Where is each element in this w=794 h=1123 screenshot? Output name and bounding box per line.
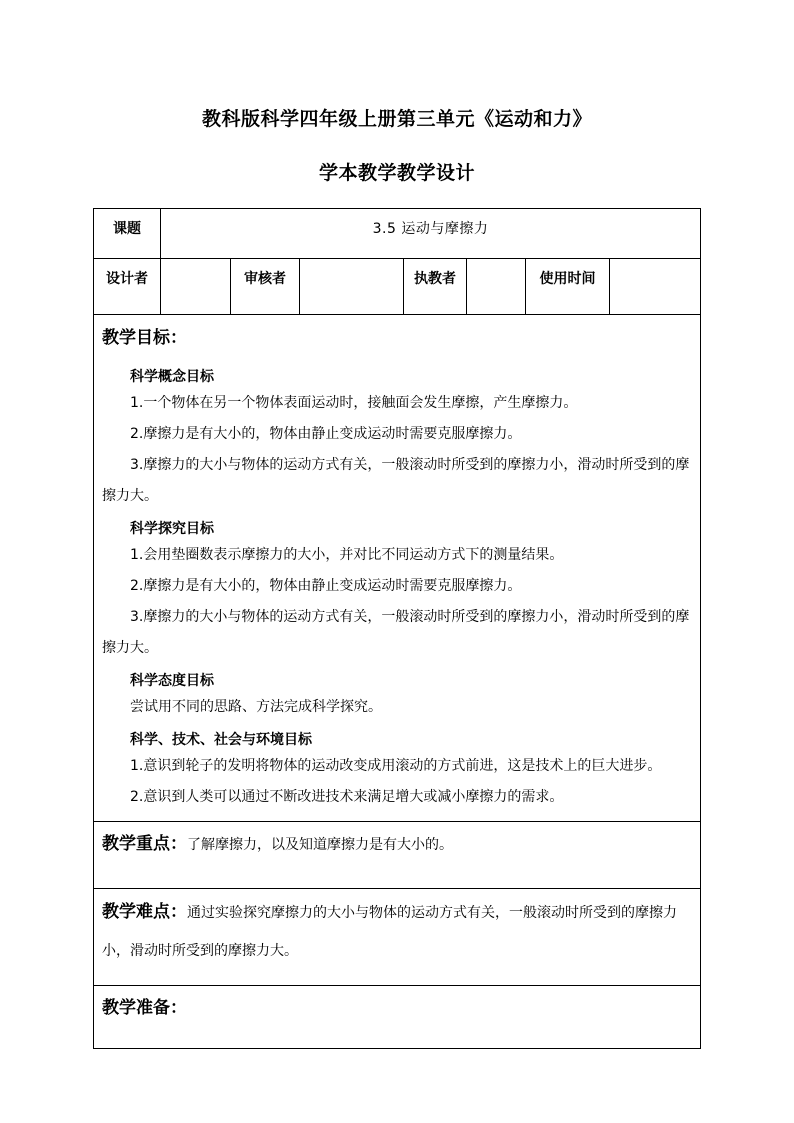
difficulty-section bbox=[94, 889, 701, 986]
stse-goals-title: 科学、技术、社会与环境目标 bbox=[130, 732, 312, 748]
list-item: 2.摩擦力是有大小的，物体由静止变成运动时需要克服摩擦力。 bbox=[130, 426, 522, 442]
difficulty-label: 教学难点： bbox=[102, 902, 187, 922]
goals-heading: 教学目标： bbox=[102, 328, 187, 348]
designer-label: 设计者 bbox=[94, 259, 161, 315]
difficulty-text: 通过实验探究摩擦力的大小与物体的运动方式有关，一般滚动时所受到的摩擦力小，滑动时所受到的摩擦力大。 bbox=[102, 905, 677, 959]
topic-value: 3.5 运动与摩擦力 bbox=[161, 209, 701, 259]
list-item: 2.意识到人类可以通过不断改进技术来满足增大或减小摩擦力的需求。 bbox=[130, 789, 564, 805]
concept-goals-title: 科学概念目标 bbox=[130, 369, 214, 385]
teacher-value bbox=[467, 259, 526, 315]
document-title: 教科版科学四年级上册第三单元《运动和力》 bbox=[201, 108, 592, 130]
list-item: 1.意识到轮子的发明将物体的运动改变成用滚动的方式前进，这是技术上的巨大进步。 bbox=[130, 758, 662, 774]
list-item: 1.一个物体在另一个物体表面运动时，接触面会发生摩擦，产生摩擦力。 bbox=[130, 395, 578, 411]
key-point-label: 教学重点： bbox=[102, 834, 187, 854]
topic-label: 课题 bbox=[94, 209, 161, 259]
teaching-goals-section bbox=[94, 315, 701, 822]
time-label: 使用时间 bbox=[526, 259, 610, 315]
list-item: 3.摩擦力的大小与物体的运动方式有关，一般滚动时所受到的摩擦力小，滑动时所受到的摩擦力大。 bbox=[102, 457, 690, 504]
reviewer-value bbox=[300, 259, 404, 315]
document-subtitle: 学本教学教学设计 bbox=[318, 162, 475, 184]
key-point-text: 了解摩擦力，以及知道摩擦力是有大小的。 bbox=[187, 837, 453, 853]
inquiry-goals-title: 科学探究目标 bbox=[130, 521, 214, 537]
list-item: 1.会用垫圈数表示摩擦力的大小，并对比不同运动方式下的测量结果。 bbox=[130, 547, 564, 563]
time-value bbox=[610, 259, 701, 315]
lesson-plan-table bbox=[93, 208, 701, 1049]
attitude-goals-title: 科学态度目标 bbox=[130, 673, 214, 689]
preparation-section bbox=[94, 986, 701, 1049]
list-item: 尝试用不同的思路、方法完成科学探究。 bbox=[130, 699, 382, 715]
preparation-label: 教学准备： bbox=[102, 998, 187, 1018]
list-item: 3.摩擦力的大小与物体的运动方式有关，一般滚动时所受到的摩擦力小，滑动时所受到的摩擦力大。 bbox=[102, 609, 690, 656]
designer-value bbox=[161, 259, 231, 315]
reviewer-label: 审核者 bbox=[231, 259, 300, 315]
key-point-section bbox=[94, 822, 701, 889]
list-item: 2.摩擦力是有大小的，物体由静止变成运动时需要克服摩擦力。 bbox=[130, 578, 522, 594]
teacher-label: 执教者 bbox=[404, 259, 467, 315]
